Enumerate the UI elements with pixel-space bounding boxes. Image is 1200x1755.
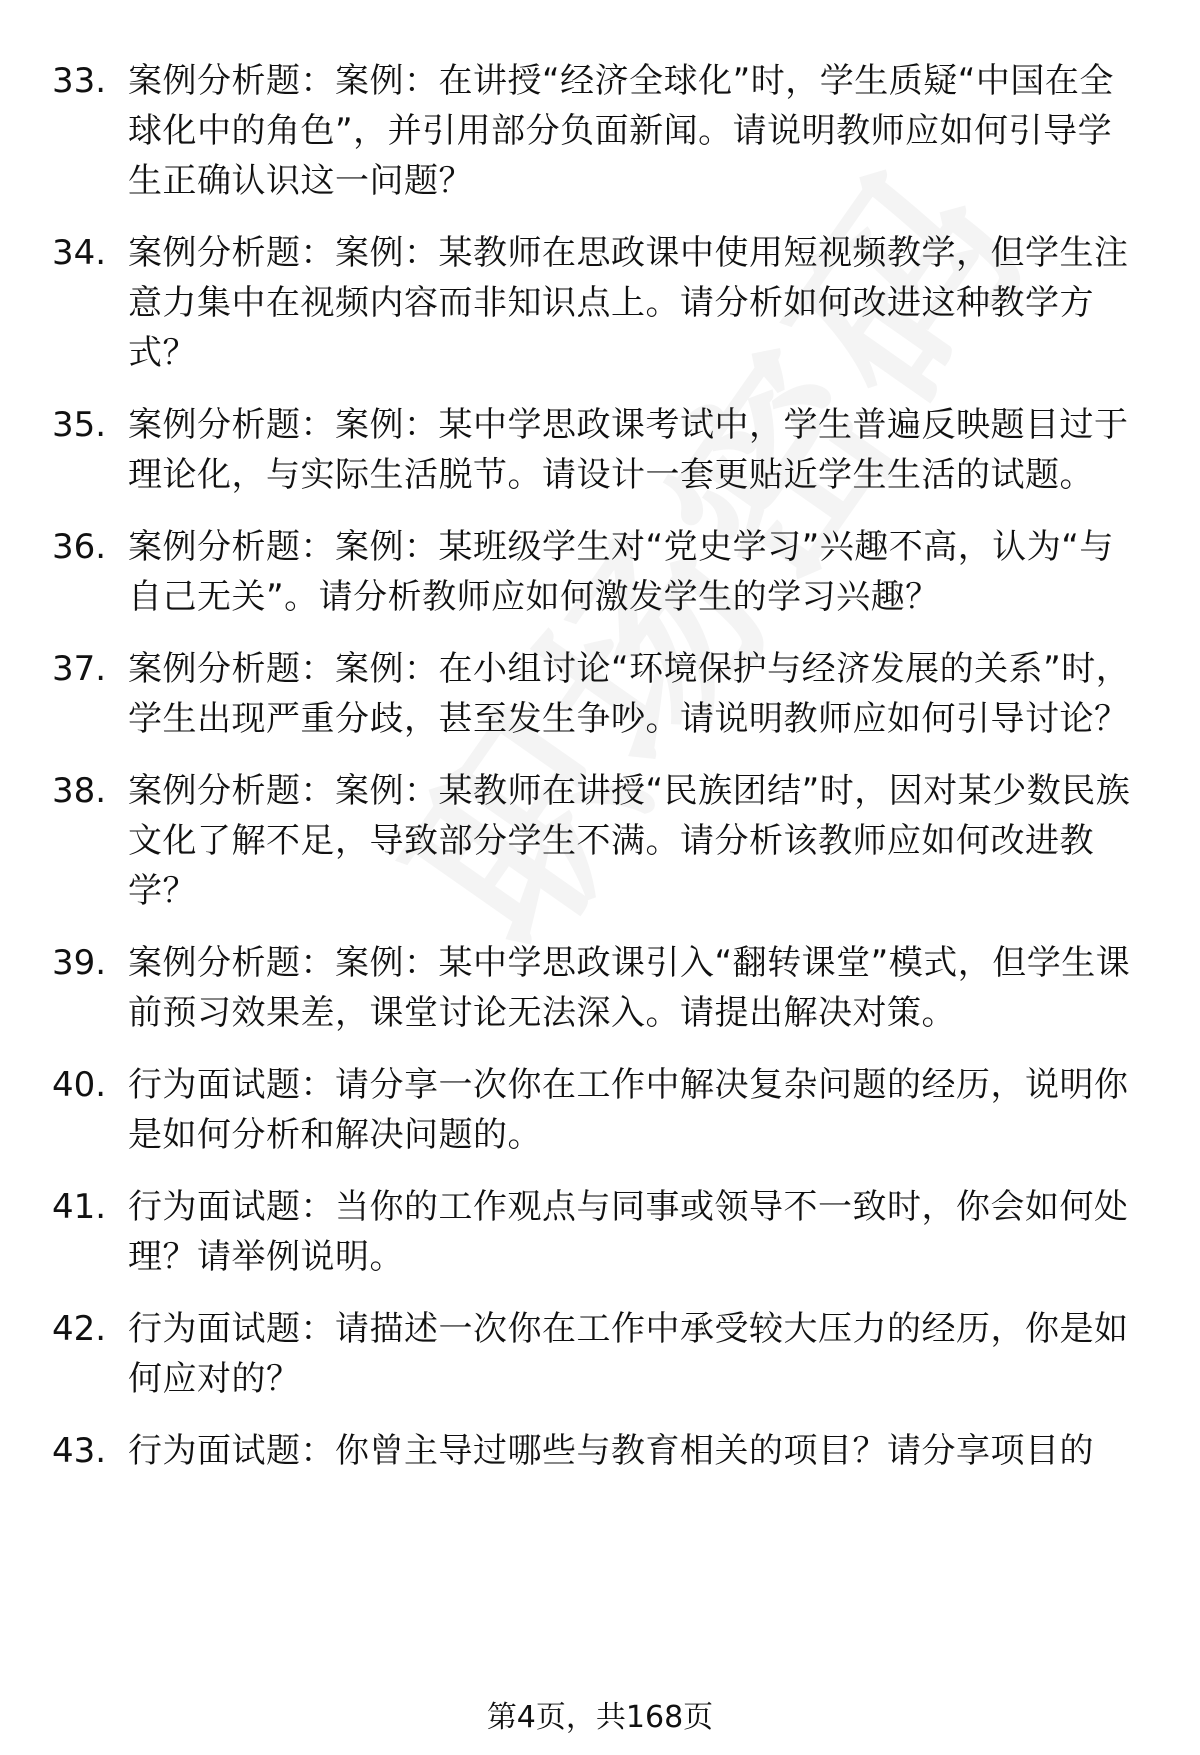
question-number: 36. bbox=[52, 527, 107, 567]
question-item bbox=[0, 1182, 1200, 1282]
question-text: 案例分析题：案例：某中学思政课引入“翻转课堂”模式，但学生课前预习效果差，课堂讨论无法深入。请提出解决对策。 bbox=[128, 943, 1131, 1033]
question-number: 41. bbox=[52, 1187, 107, 1227]
question-text: 行为面试题：请分享一次你在工作中解决复杂问题的经历，说明你是如何分析和解决问题的。 bbox=[128, 1065, 1129, 1155]
question-text: 案例分析题：案例：某教师在思政课中使用短视频教学，但学生注意力集中在视频内容而非知识点上。请分析如何改进这种教学方式？ bbox=[128, 233, 1129, 373]
question-number: 42. bbox=[52, 1309, 107, 1349]
question-item bbox=[0, 1304, 1200, 1404]
question-item bbox=[0, 1426, 1200, 1476]
question-text: 案例分析题：案例：某中学思政课考试中，学生普遍反映题目过于理论化，与实际生活脱节。请设计一套更贴近学生生活的试题。 bbox=[128, 405, 1129, 495]
question-number: 39. bbox=[52, 943, 107, 983]
question-item bbox=[0, 938, 1200, 1038]
question-item bbox=[0, 766, 1200, 916]
question-item bbox=[0, 56, 1200, 206]
question-item bbox=[0, 644, 1200, 744]
question-item bbox=[0, 400, 1200, 500]
question-text: 案例分析题：案例：在讲授“经济全球化”时，学生质疑“中国在全球化中的角色”，并引用部分负面新闻。请说明教师应如何引导学生正确认识这一问题？ bbox=[128, 61, 1114, 201]
question-text: 行为面试题：请描述一次你在工作中承受较大压力的经历，你是如何应对的？ bbox=[128, 1309, 1129, 1399]
question-number: 43. bbox=[52, 1431, 107, 1471]
question-text: 行为面试题：你曾主导过哪些与教育相关的项目？请分享项目的 bbox=[128, 1431, 1094, 1471]
question-item bbox=[0, 1060, 1200, 1160]
question-text: 案例分析题：案例：某班级学生对“党史学习”兴趣不高，认为“与自己无关”。请分析教师应如何激发学生的学习兴趣？ bbox=[128, 527, 1114, 617]
question-text: 案例分析题：案例：某教师在讲授“民族团结”时，因对某少数民族文化了解不足，导致部分学生不满。请分析该教师应如何改进教学？ bbox=[128, 771, 1131, 911]
question-item bbox=[0, 228, 1200, 378]
question-item bbox=[0, 522, 1200, 622]
page-footer: 第4页，共168页 bbox=[486, 1700, 714, 1735]
question-number: 34. bbox=[52, 233, 107, 273]
question-number: 37. bbox=[52, 649, 107, 689]
question-number: 40. bbox=[52, 1065, 107, 1105]
question-number: 38. bbox=[52, 771, 107, 811]
question-text: 行为面试题：当你的工作观点与同事或领导不一致时，你会如何处理？请举例说明。 bbox=[128, 1187, 1129, 1277]
question-number: 35. bbox=[52, 405, 107, 445]
question-list bbox=[0, 56, 1200, 1498]
question-number: 33. bbox=[52, 61, 107, 101]
question-text: 案例分析题：案例：在小组讨论“环境保护与经济发展的关系”时，学生出现严重分歧，甚至发生争吵。请说明教师应如何引导讨论？ bbox=[128, 649, 1131, 739]
